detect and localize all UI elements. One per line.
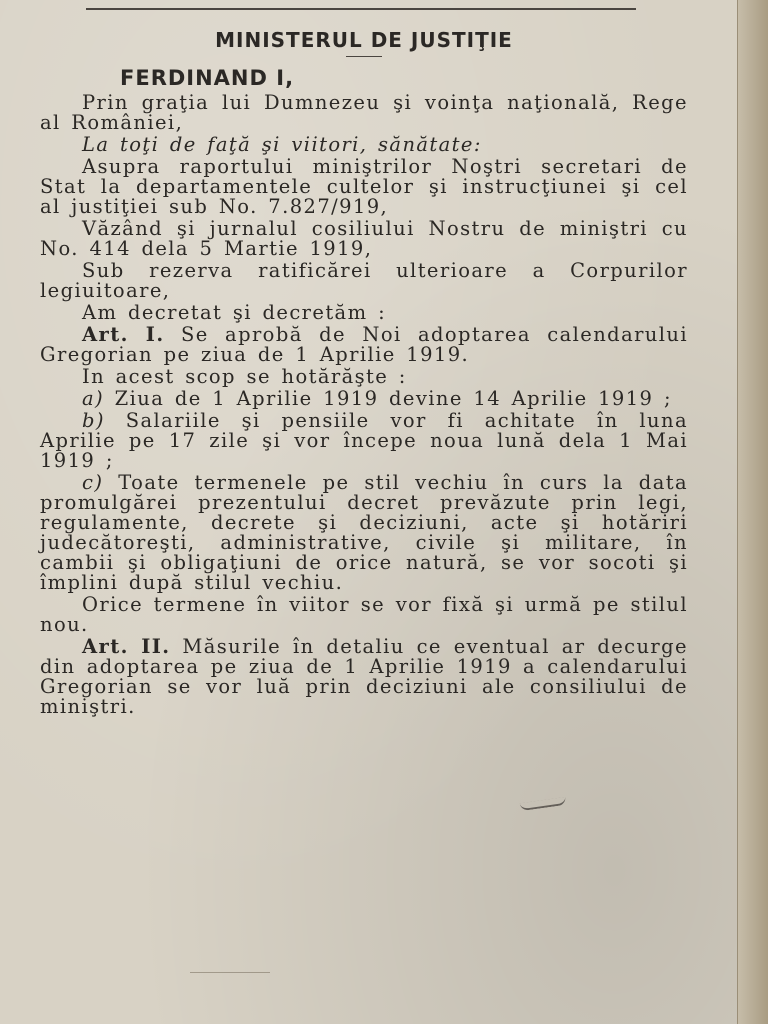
pencil-mark [520,797,567,811]
item-a-label: a) [82,387,105,410]
document-page [40,26,688,717]
page-binding-edge [737,0,768,1024]
intro-paragraph: Prin graţia lui Dumnezeu şi voinţa naţională, Rege al României, [40,91,688,134]
paragraph-reservation: Sub rezerva ratificărei ulterioare a Corpurilor legiuitoare, [40,259,688,302]
item-c [40,473,688,593]
paragraph-report: Asupra raportului miniştrilor Noştri secretari de Stat la departamentele cultelor şi instrucţiunei şi cel al justiţiei sub No. 7.827/919, [40,155,688,218]
item-c-text: Toate termenele pe stil vechiu în curs la data promulgărei prezentului decret prevăzute prin legi, regulamente, decrete şi deciziuni, acte şi hotăriri judecătoreşti, administrative, civile şi militare, în cambii şi obligaţiuni de orice natură, se vor socoti şi împlini după stilul vechiu. [40,471,688,594]
article-2 [40,637,688,717]
king-name: FERDINAND I, [120,66,295,90]
article-1-label: Art. I. [82,323,165,346]
item-b-label: b) [82,409,105,432]
article-1-sub: In acest scop se hotărăşte : [82,365,407,388]
article-1-text: Se aprobă de Noi adoptarea calendarului Gregorian pe ziua de 1 Aprilie 1919. [40,323,689,366]
salutation: La toţi de faţă şi viitori, sănătate: [82,133,482,156]
item-b [40,411,688,471]
heading-rule [346,56,382,57]
article-2-text: Măsurile în detaliu ce eventual ar decurge din adoptarea pe ziua de 1 Aprilie 1919 a calendarului Gregorian se vor luă prin deciziuni ale consiliului de miniştri. [40,635,688,718]
paragraph-decree: Am decretat şi decretăm : [82,301,387,324]
document-heading: MINISTERUL DE JUSTIŢIE [215,28,513,52]
article-1 [40,325,688,365]
article-2-label: Art. II. [82,635,171,658]
bottom-rule [190,972,270,973]
item-c-label: c) [82,471,104,494]
item-a-text: Ziua de 1 Aprilie 1919 devine 14 Aprilie 1919 ; [114,387,672,410]
item-a [40,389,688,409]
item-b-text: Salariile şi pensiile vor fi achitate în luna Aprilie pe 17 zile şi vor începe noua lună dela 1 Mai 1919 ; [40,409,688,472]
paragraph-journal: Văzând şi jurnalul cosiliului Nostru de miniştri cu No. 414 dela 5 Martie 1919, [40,217,688,260]
top-rule [86,8,636,10]
paragraph-future-terms: Orice termene în viitor se vor fixă şi urmă pe stilul nou. [40,593,688,636]
